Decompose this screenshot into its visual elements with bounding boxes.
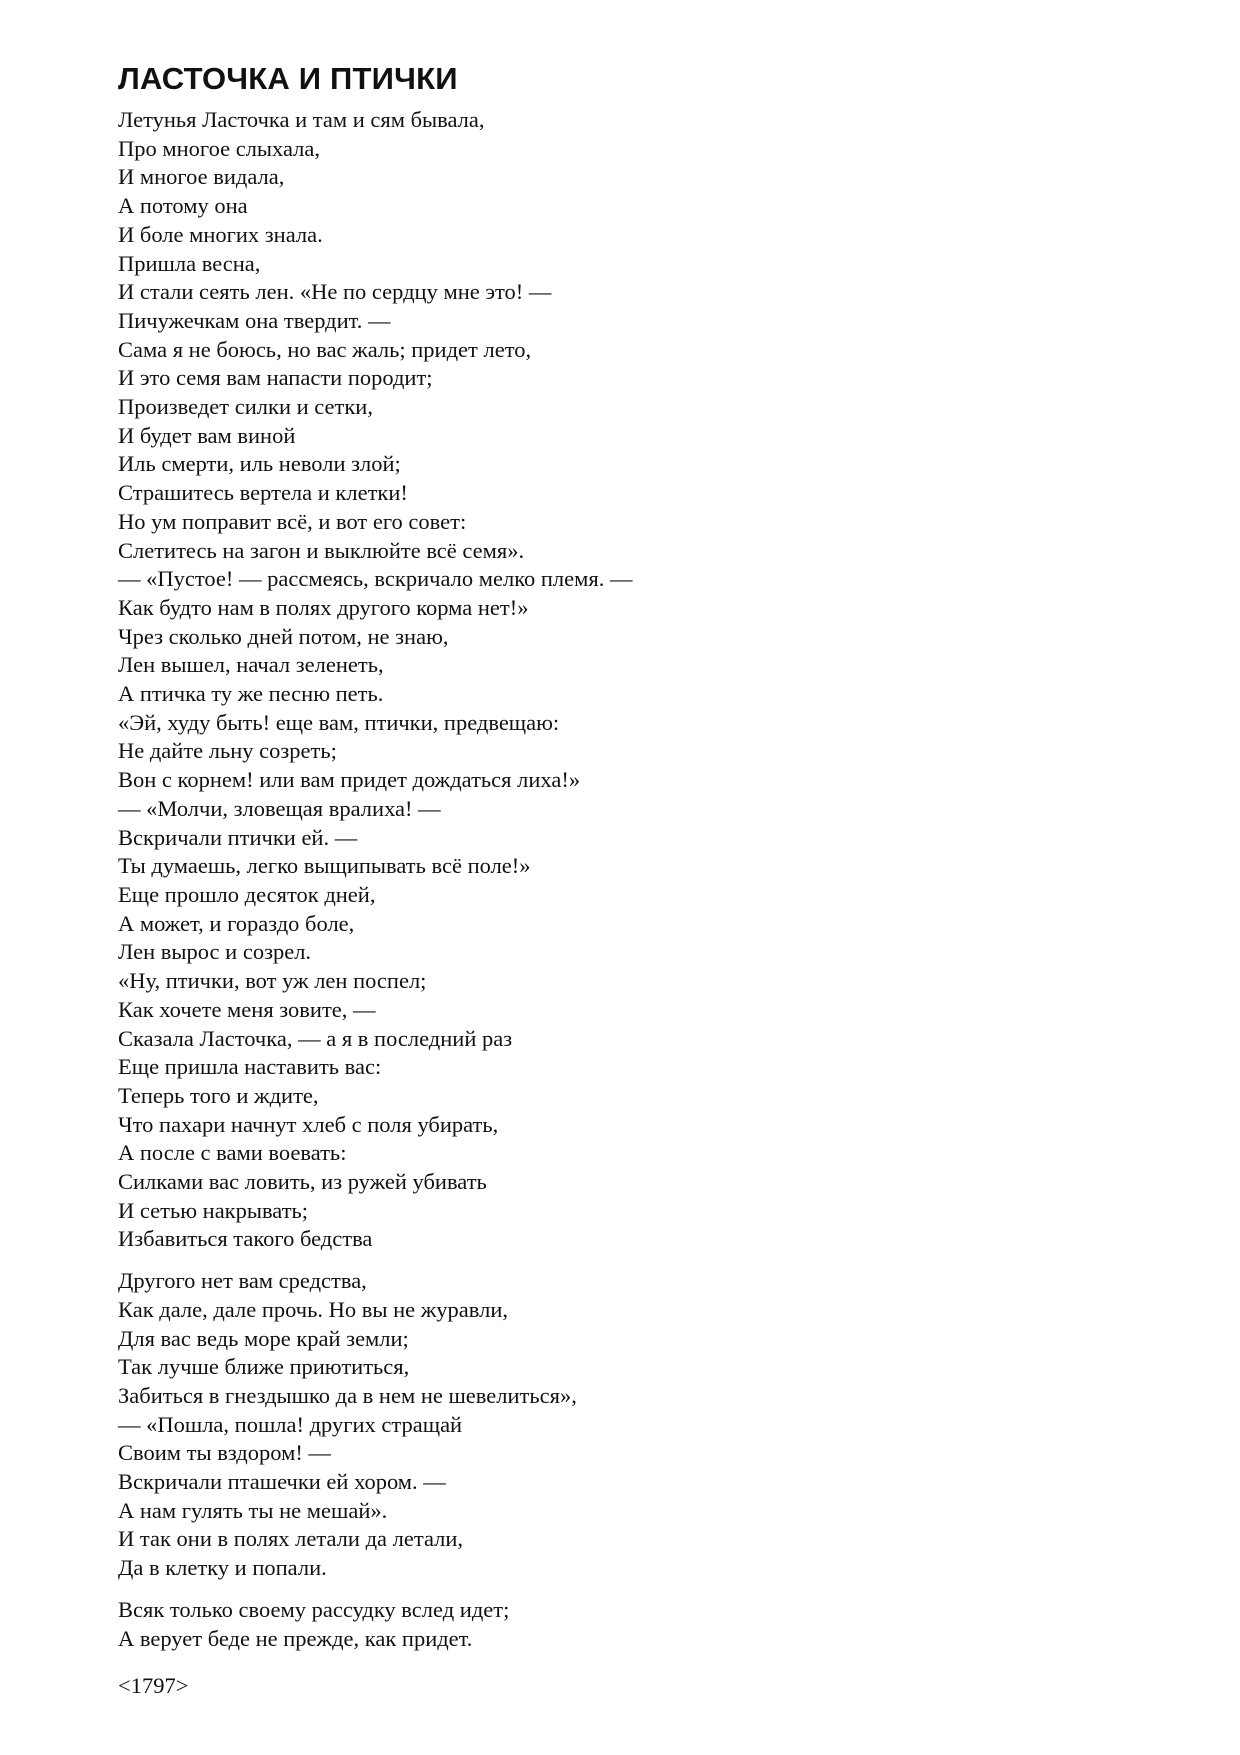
- poem-line: Слетитесь на загон и выклюйте всё семя».: [118, 537, 525, 563]
- poem-line: А верует беде не прежде, как придет.: [118, 1625, 473, 1651]
- poem-line: Ты думаешь, легко выщипывать всё поле!»: [118, 853, 531, 879]
- poem-page: [118, 56, 1178, 1701]
- poem-line: — «Пошла, пошла! других стращай: [118, 1411, 463, 1437]
- poem-line: Силками вас ловить, из ружей убивать: [118, 1169, 487, 1195]
- poem-line: Другого нет вам средства,: [118, 1268, 367, 1294]
- poem-line: Пришла весна,: [118, 250, 261, 276]
- poem-line: И это семя вам напасти породит;: [118, 365, 433, 391]
- poem-line: И сетью накрывать;: [118, 1197, 309, 1223]
- poem-line: И боле многих знала.: [118, 221, 323, 247]
- poem-line: Всяк только своему рассудку вслед идет;: [118, 1596, 510, 1622]
- poem-line: Страшитесь вертела и клетки!: [118, 480, 408, 506]
- poem-line: — «Молчи, зловещая вралиха! —: [118, 795, 441, 821]
- poem-line: И так они в полях летали да летали,: [118, 1526, 464, 1552]
- poem-line: Как будто нам в полях другого корма нет!»: [118, 594, 529, 620]
- poem-line: Вскричали пташечки ей хором. —: [118, 1469, 446, 1495]
- poem-line: А может, и гораздо боле,: [118, 910, 355, 936]
- poem-line: Как хочете меня зовите, —: [118, 996, 376, 1022]
- poem-line: Для вас ведь море край земли;: [118, 1325, 409, 1351]
- poem-line: Лен вышел, начал зеленеть,: [118, 652, 384, 678]
- stanza: [118, 1596, 1178, 1653]
- poem-line: Сказала Ласточка, — а я в последний раз: [118, 1025, 513, 1051]
- poem-title: ЛАСТОЧКА И ПТИЧКИ: [118, 61, 458, 96]
- poem-line: Еще пришла наставить вас:: [118, 1054, 382, 1080]
- poem-line: Что пахари начнут хлеб с поля убирать,: [118, 1111, 499, 1137]
- poem-line: Иль смерти, иль неволи злой;: [118, 451, 401, 477]
- poem-line: «Эй, худу быть! еще вам, птички, предвещаю:: [118, 709, 560, 735]
- poem-line: Но ум поправит всё, и вот его совет:: [118, 508, 467, 534]
- poem-line: Сама я не боюсь, но вас жаль; придет лето,: [118, 336, 532, 362]
- poem-line: Про многое слыхала,: [118, 135, 321, 161]
- poem-body: [118, 106, 1178, 1653]
- poem-line: Теперь того и ждите,: [118, 1082, 319, 1108]
- stanza: [118, 1267, 1178, 1583]
- poem-line: Вон с корнем! или вам придет дождаться лиха!»: [118, 767, 581, 793]
- poem-line: Летунья Ласточка и там и сям бывала,: [118, 107, 485, 132]
- poem-line: Лен вырос и созрел.: [118, 939, 312, 965]
- poem-line: Так лучше ближе приютиться,: [118, 1354, 410, 1380]
- poem-line: Как дале, дале прочь. Но вы не журавли,: [118, 1296, 509, 1322]
- poem-line: А после с вами воевать:: [118, 1140, 347, 1166]
- poem-line: Чрез сколько дней потом, не знаю,: [118, 623, 449, 649]
- poem-line: А нам гулять ты не мешай».: [118, 1497, 388, 1523]
- poem-date: <1797>: [118, 1673, 189, 1699]
- poem-line: Не дайте льну созреть;: [118, 738, 337, 764]
- poem-line: И стали сеять лен. «Не по сердцу мне это! —: [118, 279, 552, 305]
- poem-line: Своим ты вздором! —: [118, 1440, 331, 1466]
- poem-line: И многое видала,: [118, 164, 285, 190]
- poem-line: А потому она: [118, 193, 248, 219]
- poem-line: И будет вам виной: [118, 422, 296, 448]
- poem-line: Забиться в гнездышко да в нем не шевелиться»,: [118, 1382, 577, 1408]
- poem-line: Вскричали птички ей. —: [118, 824, 358, 850]
- poem-line: — «Пустое! — рассмеясь, вскричало мелко племя. —: [118, 566, 633, 592]
- poem-line: А птичка ту же песню петь.: [118, 681, 384, 707]
- poem-line: Избавиться такого бедства: [118, 1226, 373, 1252]
- stanza: [118, 106, 1178, 1254]
- poem-line: Пичужечкам она твердит. —: [118, 307, 391, 333]
- poem-line: «Ну, птички, вот уж лен поспел;: [118, 968, 427, 994]
- poem-line: Еще прошло десяток дней,: [118, 881, 376, 907]
- poem-line: Да в клетку и попали.: [118, 1555, 327, 1581]
- poem-line: Произведет силки и сетки,: [118, 394, 373, 420]
